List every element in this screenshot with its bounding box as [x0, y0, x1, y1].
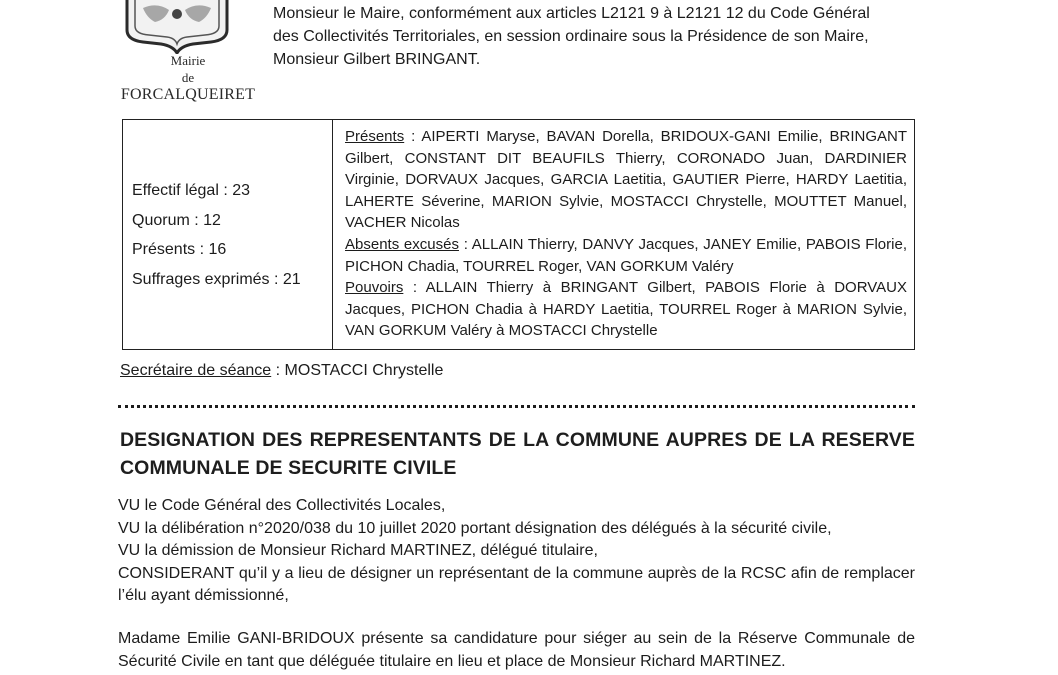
- commune-name: FORCALQUEIRET: [120, 86, 256, 103]
- dotted-separator: [118, 405, 915, 408]
- absents-block: [345, 234, 907, 277]
- absents-label: Absents excusés: [345, 235, 459, 253]
- vu-line: VU la démission de Monsieur Richard MARTINEZ, délégué titulaire,: [118, 542, 598, 559]
- secretaire-value: : MOSTACCI Chrystelle: [271, 362, 444, 379]
- mairie-label: Mairie: [170, 53, 206, 68]
- attendance-stats: [132, 176, 301, 294]
- effectif-legal: Effectif légal : 23: [132, 182, 250, 199]
- vu-line: VU le Code Général des Collectivités Locales,: [118, 497, 446, 514]
- intro-line: Monsieur le Maire, conformément aux articles L2121 9 à L2121 12 du Code Général: [273, 5, 870, 22]
- secretaire-seance: [120, 362, 443, 380]
- attendance-names: [345, 126, 907, 342]
- considerant: CONSIDERANT qu’il y a lieu de désigner un représentant de la commune auprès de la RCSC afin de remplacer l’élu ayant démissionné,: [118, 564, 915, 604]
- pouvoirs-list: : ALLAIN Thierry à BRINGANT Gilbert, PABOIS Florie à DORVAUX Jacques, PICHON Chadia à HARDY Laetitia, TOURREL Roger à MARION Sylvie, VAN GORKUM Valéry à MOSTACCI Chrystelle: [345, 279, 907, 340]
- absents-list: : ALLAIN Thierry, DANVY Jacques, JANEY Emilie, PABOIS Florie, PICHON Chadia, TOURREL Roger, VAN GORKUM Valéry: [345, 235, 907, 275]
- deliberation-title: DESIGNATION DES REPRESENTANTS DE LA COMMUNE AUPRES DE LA RESERVE COMMUNALE DE SECURITE CIVILE: [120, 429, 915, 479]
- presents-count: Présents : 16: [132, 241, 227, 258]
- pouvoirs-block: [345, 277, 907, 342]
- quorum: Quorum : 12: [132, 211, 221, 229]
- intro-line: des Collectivités Territoriales, en session ordinaire sous la Présidence de son Maire,: [273, 28, 869, 45]
- session-intro: [273, 2, 933, 71]
- intro-line: Monsieur Gilbert BRINGANT.: [273, 51, 481, 68]
- suffrages-exprimes: Suffrages exprimés : 21: [132, 270, 301, 288]
- coat-of-arms-icon: [121, 0, 233, 54]
- vu-line: VU la délibération n°2020/038 du 10 juillet 2020 portant désignation des délégués à la sécurité civile,: [118, 519, 832, 537]
- presents-block: [345, 126, 907, 234]
- table-divider: [332, 120, 333, 349]
- secretaire-label: Secrétaire de séance: [120, 362, 272, 379]
- attendance-table: [122, 119, 915, 350]
- presents-label: Présents: [345, 128, 405, 145]
- mairie-de-label: de: [181, 70, 195, 85]
- candidature-paragraph: Madame Emilie GANI-BRIDOUX présente sa candidature pour siéger au sein de la Réserve Communale de Sécurité Civile en tant que déléguée titulaire en lieu et place de Monsieur Richard MARTINEZ.: [118, 630, 915, 670]
- presents-list: : AIPERTI Maryse, BAVAN Dorella, BRIDOUX-GANI Emilie, BRINGANT Gilbert, CONSTANT DIT BEAUFILS Thierry, CORONADO Juan, DARDINIER Virginie, DORVAUX Jacques, GARCIA Laetitia, GAUTIER Pierre, HARDY Laetitia, LAHERTE Séverine, MARION Sylvie, MOSTACCI Chrystelle, MOUTTET Manuel, VACHER Nicolas: [345, 128, 907, 232]
- mairie-logo: [113, 0, 273, 110]
- visas-block: [118, 495, 915, 608]
- pouvoirs-label: Pouvoirs: [345, 279, 404, 297]
